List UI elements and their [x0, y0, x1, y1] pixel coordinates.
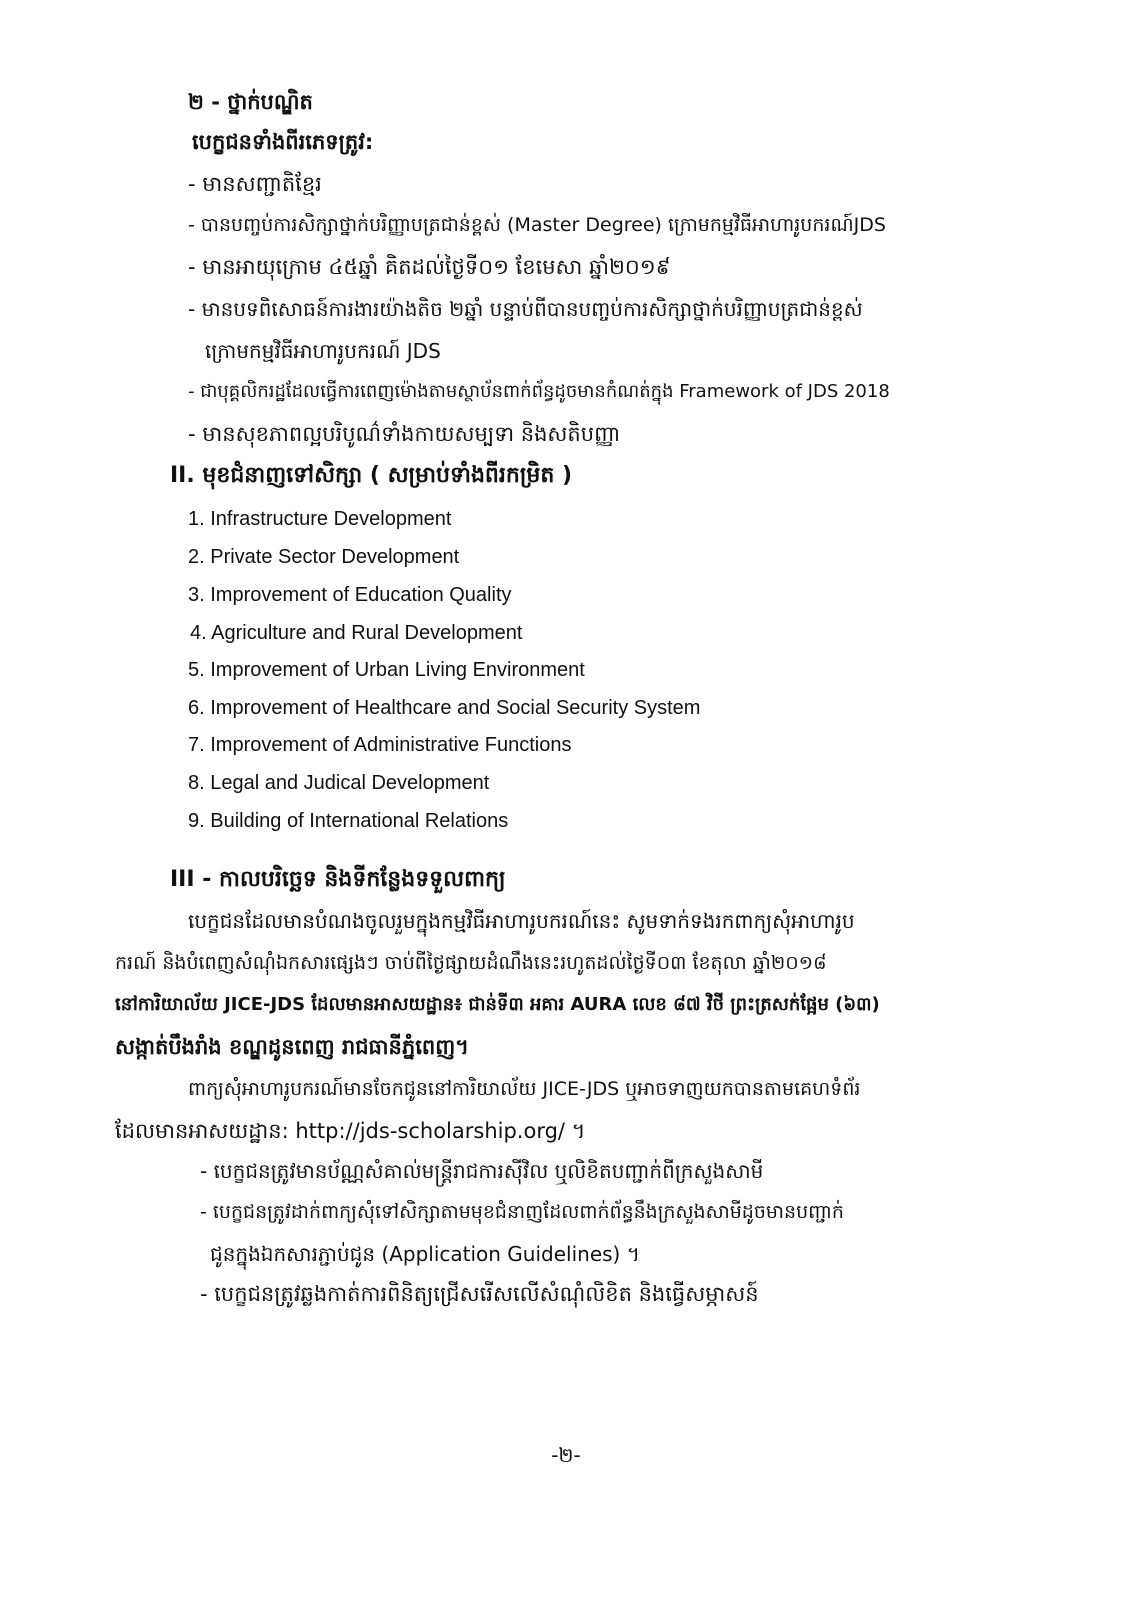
requirement-intro: បេក្ខជនទាំងពីរភេទត្រូវ:: [192, 130, 374, 154]
field-list-item: 3. Improvement of Education Quality: [188, 584, 512, 606]
note-item-continued: ជូនក្នុងឯកសារភ្ជាប់ជូន (Application Guidelines) ។: [210, 1242, 640, 1266]
field-list-item: 8. Legal and Judical Development: [188, 772, 490, 794]
requirement-item: - មានសុខភាពល្អបរិបូណ៌ទាំងកាយសម្បទា និងសតិបញ្ញា: [188, 422, 621, 446]
paragraph-line: ករណ៍ និងបំពេញសំណុំឯកសារផ្សេងៗ ចាប់ពីថ្ងៃផ្សាយដំណឹងនេះរហូតដល់ថ្ងៃទី០៣ ខែតុលា ឆ្នាំ២០១៨: [115, 952, 827, 974]
requirement-item: - បានបញ្ចប់ការសិក្សាថ្នាក់បរិញ្ញាបត្រជាន់ខ្ពស់ (Master Degree) ក្រោមកម្មវិធីអាហារូបករណ៍JDS: [188, 214, 886, 236]
paragraph-line: ដែលមានអាសយដ្ឋាន: http://jds-scholarship.org/ ។: [115, 1119, 586, 1143]
requirement-item: - មានអាយុក្រោម ៤៥ឆ្នាំ គិតដល់ថ្ងៃទី០១ ខែមេសា ឆ្នាំ២០១៩: [188, 255, 671, 279]
field-list-item: 7. Improvement of Administrative Functions: [188, 734, 572, 756]
field-list-item: 2. Private Sector Development: [188, 546, 460, 568]
field-list-item: 1. Infrastructure Development: [188, 508, 452, 530]
doctoral-subheading: ២ - ថ្នាក់បណ្ឌិត: [188, 90, 313, 114]
requirement-item: - មានបទពិសោធន៍ការងារយ៉ាងតិច ២ឆ្នាំ បន្ទាប់ពីបានបញ្ចប់ការសិក្សាថ្នាក់បរិញ្ញាបត្រជាន់ខ្ពស់: [188, 297, 863, 321]
requirement-item: - ជាបុគ្គលិករដ្ឋដែលធ្វើការពេញម៉ោងតាមស្ថាប័នពាក់ព័ន្ធដូចមានកំណត់ក្នុង Framework of JDS 2018: [188, 381, 890, 402]
field-list-item: 5. Improvement of Urban Living Environment: [188, 659, 585, 681]
note-item: - បេក្ខជនត្រូវដាក់ពាក្យសុំទៅសិក្សាតាមមុខជំនាញដែលពាក់ព័ន្ធនឹងក្រសួងសាមីដូចមានបញ្ជាក់: [200, 1201, 844, 1223]
paragraph-line: នៅការិយាល័យ JICE-JDS ដែលមានអាសយដ្ឋាន៖ ជាន់ទី៣ អគារ AURA លេខ ៨៧ វិថី ព្រះត្រសក់ផ្អែម (៦៣): [115, 994, 880, 1015]
paragraph-line: បេក្ខជនដែលមានបំណងចូលរួមក្នុងកម្មវិធីអាហារូបករណ៍នេះ សូមទាក់ទងរកពាក្យសុំអាហារូប: [188, 909, 855, 933]
page-number: -២-: [551, 1443, 581, 1467]
note-item: - បេក្ខជនត្រូវមានប័ណ្ណសំគាល់មន្ត្រីរាជការស៊ីវិល ឬលិខិតបញ្ជាក់ពីក្រសួងសាមី: [200, 1159, 764, 1183]
section-ii-heading: II. មុខជំនាញទៅសិក្សា ( សម្រាប់ទាំងពីរកម្រិត ): [170, 463, 573, 488]
note-item: - បេក្ខជនត្រូវឆ្លងកាត់ការពិនិត្យជ្រើសរើសលើសំណុំលិខិត និងធ្វើសម្ភាសន៍: [200, 1282, 759, 1306]
paragraph-line: សង្កាត់បឹងរាំង ខណ្ឌដូនពេញ រាជធានីភ្នំពេញ។: [115, 1035, 470, 1059]
requirement-item: - មានសញ្ជាតិខ្មែរ: [188, 172, 322, 196]
requirement-item-continued: ក្រោមកម្មវិធីអាហារូបករណ៍ JDS: [205, 339, 441, 363]
section-iii-heading: III - កាលបរិច្ឆេទ និងទីកន្លែងទទួលពាក្យ: [170, 867, 506, 892]
paragraph-line: ពាក្យសុំអាហារូបករណ៍មានចែកជូននៅការិយាល័យ JICE-JDS ឬអាចទាញយកបានតាមគេហទំព័រ: [188, 1078, 861, 1100]
field-list-item: 9. Building of International Relations: [188, 810, 509, 832]
field-list-item: 4. Agriculture and Rural Development: [190, 622, 523, 644]
field-list-item: 6. Improvement of Healthcare and Social Security System: [188, 697, 701, 719]
